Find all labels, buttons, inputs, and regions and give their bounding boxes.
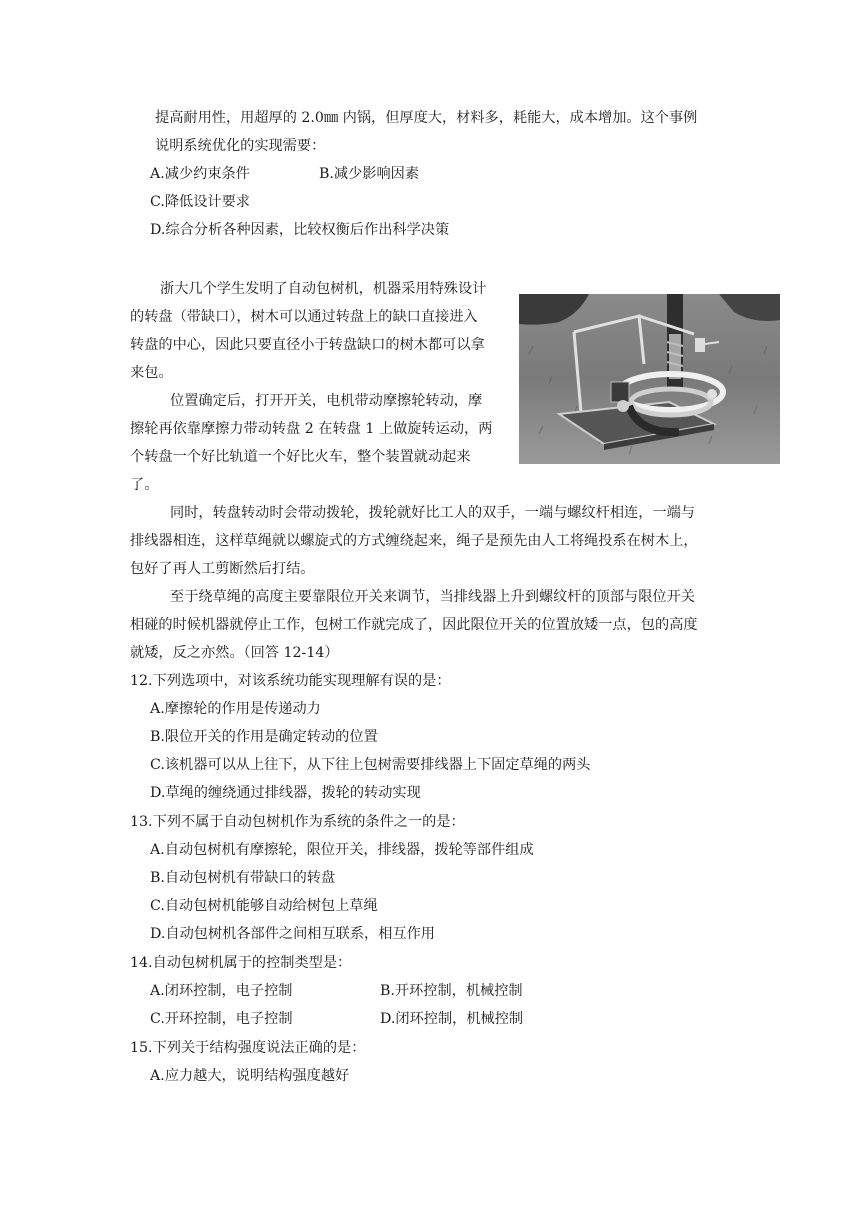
q14-option-a: A.闭环控制，电子控制: [150, 983, 293, 999]
q13-option-d: D.自动包树机各部件之间相互联系，相互作用: [150, 926, 435, 942]
q12-stem: 12.下列选项中，对该系统功能实现理解有误的是：: [130, 673, 451, 689]
passage-p2-line-3: 个转盘一个好比轨道一个好比火车，整个装置就动起来: [130, 449, 471, 465]
passage-p2-line-1: 位置确定后，打开开关，电机带动摩擦轮转动，摩: [170, 393, 483, 409]
tree-wrapping-machine-photo: [519, 294, 780, 464]
q15-option-a: A.应力越大，说明结构强度越好: [150, 1068, 350, 1084]
q13-stem: 13.下列不属于自动包树机作为系统的条件之一的是：: [130, 814, 465, 830]
intro-option-c: C.降低设计要求: [150, 194, 250, 210]
passage-p3-line-2: 排线器相连，这样草绳就以螺旋式的方式缠绕起来，绳子是预先由人工将绳投系在树木上，: [130, 533, 698, 549]
intro-option-b: B.减少影响因素: [319, 166, 420, 182]
q14-option-d: D.闭环控制，机械控制: [380, 1011, 524, 1027]
passage-p1-line-3: 转盘的中心，因此只要直径小于转盘缺口的树木都可以拿: [130, 337, 485, 353]
q13-option-c: C.自动包树机能够自动给树包上草绳: [150, 898, 378, 914]
intro-line-2: 说明系统优化的实现需要：: [155, 138, 326, 154]
passage-p3-line-1: 同时，转盘转动时会带动拨轮，拨轮就好比工人的双手，一端与螺纹杆相连，一端与: [170, 505, 695, 521]
intro-option-a: A.减少约束条件: [150, 166, 250, 182]
q14-option-b: B.开环控制，机械控制: [380, 983, 523, 999]
passage-p1-line-4: 来包。: [130, 365, 173, 381]
q12-option-a: A.摩擦轮的作用是传递动力: [150, 701, 321, 717]
intro-option-d: D.综合分析各种因素，比较权衡后作出科学决策: [150, 222, 450, 238]
passage-p4-line-3: 就矮，反之亦然。（回答 12-14）: [130, 645, 339, 661]
q14-stem: 14.自动包树机属于的控制类型是：: [130, 955, 352, 971]
passage-p2-line-4: 了。: [130, 477, 159, 493]
passage-p4-line-1: 至于绕草绳的高度主要靠限位开关来调节，当排线器上升到螺纹杆的顶部与限位开关: [170, 589, 695, 605]
passage-p1-line-2: 的转盘（带缺口），树木可以通过转盘上的缺口直接进入: [130, 309, 478, 325]
q14-option-c: C.开环控制，电子控制: [150, 1011, 293, 1027]
passage-p3-line-3: 包好了再人工剪断然后打结。: [130, 561, 315, 577]
q15-stem: 15.下列关于结构强度说法正确的是：: [130, 1040, 366, 1056]
passage-p4-line-2: 相碰的时候机器就停止工作，包树工作就完成了，因此限位开关的位置放矮一点，包的高度: [130, 617, 698, 633]
q12-option-d: D.草绳的缠绕通过排线器，拨轮的转动实现: [150, 785, 421, 801]
passage-p1-line-1: 浙大几个学生发明了自动包树机，机器采用特殊设计: [160, 281, 487, 297]
q13-option-a: A.自动包树机有摩擦轮，限位开关，排线器，拨轮等部件组成: [150, 842, 534, 858]
intro-line-1: 提高耐用性，用超厚的 2.0㎜ 内锅，但厚度大，材料多，耗能大，成本增加。这个事例: [155, 110, 698, 126]
q12-option-c: C.该机器可以从上往下，从下往上包树需要排线器上下固定草绳的两头: [150, 757, 591, 773]
q12-option-b: B.限位开关的作用是确定转动的位置: [150, 729, 378, 745]
passage-p2-line-2: 擦轮再依靠摩擦力带动转盘 2 在转盘 1 上做旋转运动，两: [130, 421, 493, 437]
q13-option-b: B.自动包树机有带缺口的转盘: [150, 870, 336, 886]
